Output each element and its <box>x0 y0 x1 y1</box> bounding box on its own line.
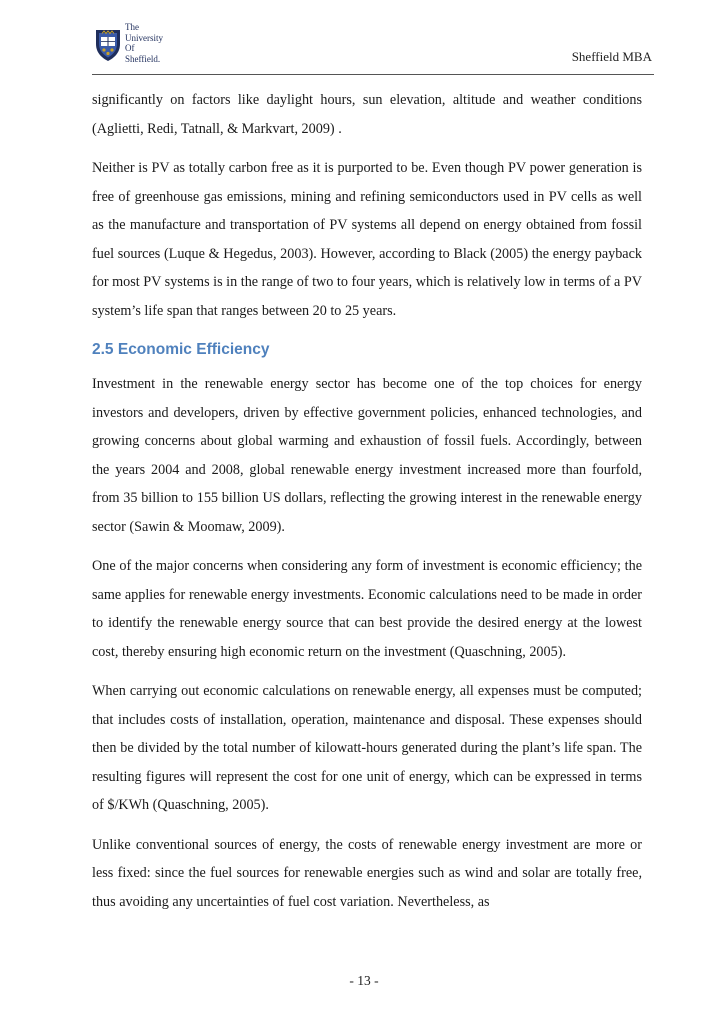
paragraph: One of the major concerns when considering any form of investment is economic efficiency; the same applies for renewable energy investments. Economic calculations need to be made in order to identify the renewable energy source that can best provide the desired energy at the lowest cost, thereby ensuring high economic return on the investment (Quaschning, 2005). <box>92 558 642 660</box>
logo-line: Sheffield. <box>125 53 161 64</box>
page-number: - 13 - <box>349 973 379 988</box>
logo-line: Of <box>125 43 135 53</box>
paragraph: Unlike conventional sources of energy, the costs of renewable energy investment are more or less fixed: since the fuel sources for renewable energies such as wind and solar are totally free, thus avoiding any uncertainties of fuel cost variation. Nevertheless, as <box>92 836 642 910</box>
page-body <box>92 86 642 916</box>
paragraph: Neither is PV as totally carbon free as it is purported to be. Even though PV power generation is free of greenhouse gas emissions, mining and refining semiconductors used in PV cells as well as the manufacture and transportation of PV systems all depend on energy obtained from fossil fuel sources (Luque & Hegedus, 2003). However, according to Black (2005) the energy payback for most PV systems is in the range of two to four years, which is relatively low in terms of a PV system’s life span that ranges between 20 to 25 years. <box>92 160 642 319</box>
logo-line: University <box>125 32 163 43</box>
paragraph: When carrying out economic calculations on renewable energy, all expenses must be computed; that includes costs of installation, operation, maintenance and disposal. These expenses should then be divided by the total number of kilowatt-hours generated during the plant’s life span. The resulting figures will represent the cost for one unit of energy, which can be expressed in terms of $/KWh (Quaschning, 2005). <box>92 683 642 813</box>
section-heading: 2.5 Economic Efficiency <box>92 341 270 358</box>
running-head: Sheffield MBA <box>571 49 652 64</box>
logo-wordmark <box>125 22 163 64</box>
university-shield-icon <box>94 28 122 62</box>
paragraph: significantly on factors like daylight hours, sun elevation, altitude and weather conditions (Aglietti, Redi, Tatnall, & Markvart, 2009) . <box>92 92 642 137</box>
page-header <box>92 18 654 75</box>
paragraph: Investment in the renewable energy sector has become one of the top choices for energy investors and developers, driven by effective government policies, enhanced technologies, and growing concerns about global warming and exhaustion of fossil fuels. Accordingly, between the years 2004 and 2008, global renewable energy investment increased more than fourfold, from 35 billion to 155 billion US dollars, reflecting the growing interest in the renewable energy sector (Sawin & Moomaw, 2009). <box>92 376 642 535</box>
university-logo <box>94 22 214 70</box>
logo-line: The <box>125 22 139 32</box>
